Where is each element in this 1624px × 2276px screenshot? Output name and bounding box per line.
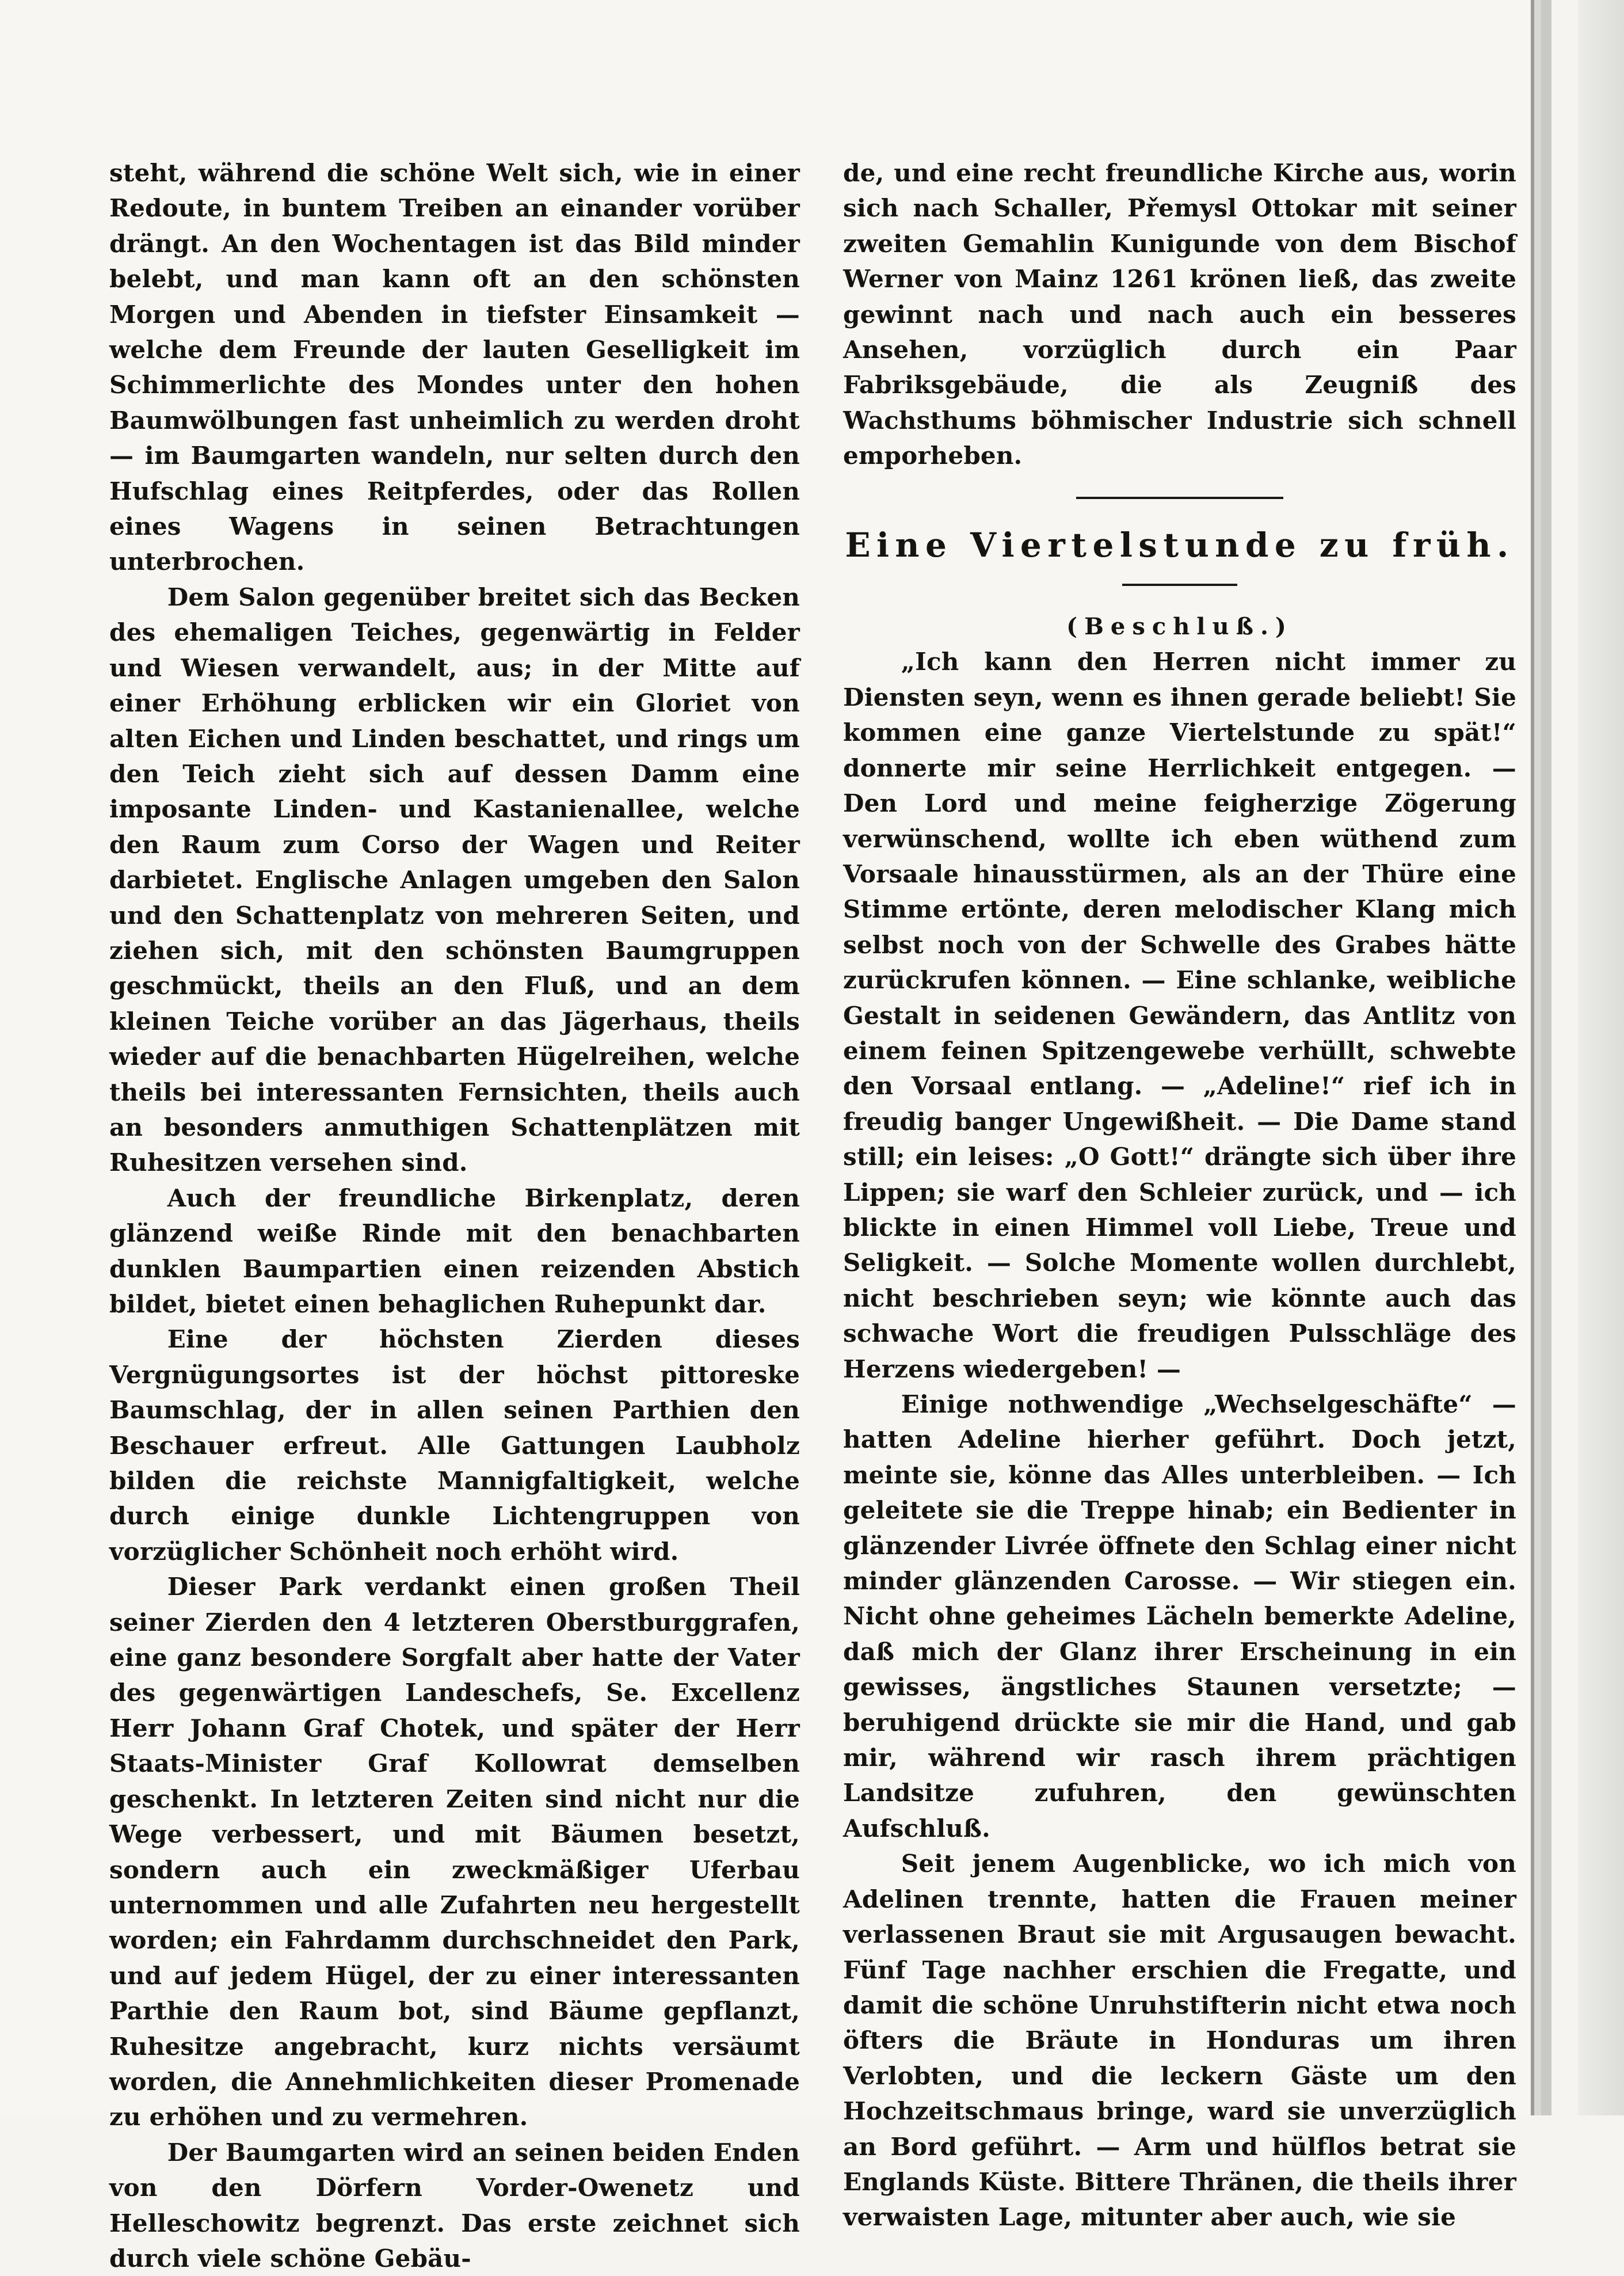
- left-paragraph-3: Auch der freundliche Birkenplatz, deren glänzend weiße Rinde mit den benachbarten dunklen Baumpartien einen reizenden Abstich bildet, bietet einen behaglichen Ruhepunkt dar.: [109, 1183, 800, 1318]
- left-paragraph-4: Eine der höchsten Zierden dieses Vergnügungsortes ist der höchst pittoreske Baumschlag, der in allen seinen Parthien den Beschauer erfreut. Alle Gattungen Laubholz bilden die reichste Mannigfaltigkeit, welche durch einige dunkle Lichtengruppen von vorzüglicher Schönheit noch erhöht wird.: [109, 1325, 800, 1566]
- left-paragraph-1: steht, während die schöne Welt sich, wie in einer Redoute, in buntem Treiben an einander vorüber drängt. An den Wochentagen ist das Bild minder belebt, und man kann oft an den schönsten Morgen und Abenden in tiefster Einsamkeit — welche dem Freunde der lauten Geselligkeit im Schimmerlichte des Mondes unter den hohen Baumwölbungen fast unheimlich zu werden droht — im Baumgarten wandeln, nur selten durch den Hufschlag eines Reitpferdes, oder das Rollen eines Wagens in seinen Betrachtungen unterbrochen.: [109, 159, 800, 576]
- section-divider-bottom: [1122, 584, 1237, 586]
- right-intro-paragraph: de, und eine recht freundliche Kirche aus, worin sich nach Schaller, Přemysl Ottokar mit seiner zweiten Gemahlin Kunigunde von dem Bischof Werner von Mainz 1261 krönen ließ, das zweite gewinnt nach und nach auch ein besseres Ansehen, vorzüglich durch ein Paar Fabriksgebäude, die als Zeugniß des Wachsthums böhmischer Industrie sich schnell emporheben.: [843, 159, 1516, 470]
- story-subtitle: (Beschluß.): [1066, 613, 1293, 641]
- left-paragraph-5: Dieser Park verdankt einen großen Theil seiner Zierden den 4 letzteren Oberstburggrafen, eine ganz besondere Sorgfalt aber hatte der Vater des gegenwärtigen Landeschefs, Se. Excellenz Herr Johann Graf Chotek, und später der Herr Staats-Minister Graf Kollowrat demselben geschenkt. In letzteren Zeiten sind nicht nur die Wege verbessert, und mit Bäumen besetzt, sondern auch ein zweckmäßiger Uferbau unternommen und alle Zufahrten neu hergestellt worden; ein Fahrdamm durchschneidet den Park, und auf jedem Hügel, der zu einer interessanten Parthie den Raum bot, sind Bäume gepflanzt, Ruhesitze angebracht, kurz nichts versäumt worden, die Annehmlichkeiten dieser Promenade zu erhöhen und zu vermehren.: [109, 1573, 800, 2132]
- left-paragraph-6: Der Baumgarten wird an seinen beiden Enden von den Dörfern Vorder-Owenetz und Helleschowitz begrenzt. Das erste zeichnet sich durch viele schöne Gebäu-: [109, 2138, 800, 2273]
- right-paragraph-3: Seit jenem Augenblicke, wo ich mich von Adelinen trennte, hatten die Frauen meiner verlassenen Braut sie mit Argusaugen bewacht. Fünf Tage nachher erschien die Fregatte, und damit die schöne Unruhstifterin nicht etwa noch öfters die Bräute in Honduras um ihren Verlobten, und die leckern Gäste um den Hochzeitschmaus bringe, ward sie unverzüglich an Bord geführt. — Arm und hülflos betrat sie Englands Küste. Bittere Thränen, die theils ihrer verwaisten Lage, mitunter aber auch, wie sie: [843, 1849, 1516, 2232]
- left-paragraph-2: Dem Salon gegenüber breitet sich das Becken des ehemaligen Teiches, gegenwärtig in Felder und Wiesen verwandelt, aus; in der Mitte auf einer Erhöhung erblicken wir ein Gloriet von alten Eichen und Linden beschattet, und rings um den Teich zieht sich auf dessen Damm eine imposante Linden- und Kastanienallee, welche den Raum zum Corso der Wagen und Reiter darbietet. Englische Anlagen umgeben den Salon und den Schattenplatz von mehreren Seiten, und ziehen sich, mit den schönsten Baumgruppen geschmückt, theils an den Fluß, und an dem kleinen Teiche vorüber an das Jägerhaus, theils wieder auf die benachbarten Hügelreihen, welche theils bei interessanten Fernsichten, theils auch an besonders anmuthigen Schattenplätzen mit Ruhesitzen versehen sind.: [109, 583, 800, 1177]
- section-divider-top: [1076, 497, 1283, 499]
- page-edge: [1578, 0, 1624, 2115]
- right-column: [843, 155, 1516, 2235]
- right-paragraph-1: „Ich kann den Herren nicht immer zu Diensten seyn, wenn es ihnen gerade beliebt! Sie kommen eine ganze Viertelstunde zu spät!“ donnerte mir seine Herrlichkeit entgegen. — Den Lord und meine feigherzige Zögerung verwünschend, wollte ich eben wüthend zum Vorsaale hinausstürmen, als an der Thüre eine Stimme ertönte, deren melodischer Klang mich selbst noch von der Schwelle des Grabes hätte zurückrufen können. — Eine schlanke, weibliche Gestalt in seidenen Gewändern, das Antlitz von einem feinen Spitzengewebe verhüllt, schwebte den Vorsaal entlang. — „Adeline!“ rief ich in freudig banger Ungewißheit. — Die Dame stand still; ein leises: „O Gott!“ drängte sich über ihre Lippen; sie warf den Schleier zurück, und — ich blickte in einen Himmel voll Liebe, Treue und Seligkeit. — Solche Momente wollen durchlebt, nicht beschrieben seyn; wie könnte auch das schwache Wort die freudigen Pulsschläge des Herzens wiedergeben! —: [843, 648, 1516, 1383]
- left-column: [109, 155, 800, 2276]
- right-paragraph-2: Einige nothwendige „Wechselgeschäfte“ — hatten Adeline hierher geführt. Doch jetzt, meinte sie, könne das Alles unterbleiben. — Ich geleitete sie die Treppe hinab; ein Bedienter in glänzender Livrée öffnete den Schlag einer nicht minder glänzenden Carosse. — Wir stiegen ein. Nicht ohne geheimes Lächeln bemerkte Adeline, daß mich der Glanz ihrer Erscheinung in ein gewisses, ängstliches Staunen versetzte; — beruhigend drückte sie mir die Hand, und gab mir, während wir rasch ihrem prächtigen Landsitze zufuhren, den gewünschten Aufschluß.: [843, 1390, 1516, 1843]
- story-title: Eine Viertelstunde zu früh.: [845, 525, 1515, 565]
